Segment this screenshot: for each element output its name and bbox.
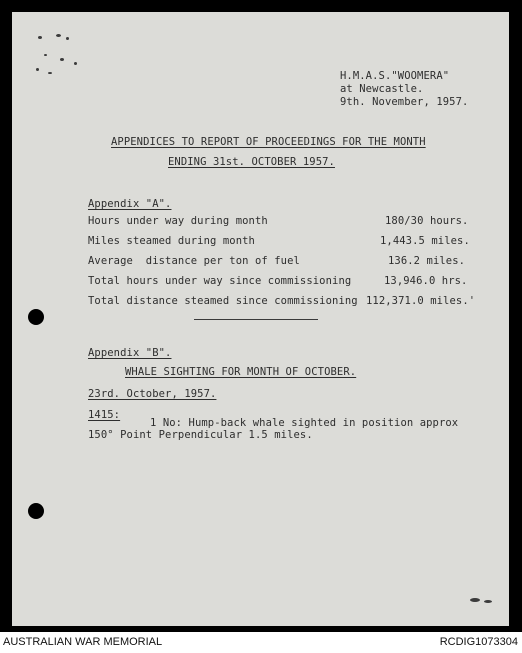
appendix-a-heading: Appendix "A".	[88, 198, 172, 210]
stat-value: 136.2 miles.	[388, 255, 466, 267]
stat-label: Total distance steamed since commissioning	[88, 295, 358, 307]
ink-smudge	[74, 62, 77, 65]
stat-label: Miles steamed during month	[88, 235, 255, 247]
document-date: 9th. November, 1957.	[340, 96, 469, 108]
appendix-b-heading: Appendix "B".	[88, 347, 172, 359]
ink-smudge	[66, 37, 69, 40]
ink-smudge	[470, 598, 480, 602]
punch-hole-bottom	[28, 503, 44, 519]
appendix-b-subheading: WHALE SIGHTING FOR MONTH OF OCTOBER.	[125, 366, 357, 378]
page-title-line2: ENDING 31st. OCTOBER 1957.	[168, 156, 335, 168]
stat-label: Hours under way during month	[88, 215, 268, 227]
stat-label: Total hours under way since commissioning	[88, 275, 352, 287]
ink-smudge	[44, 54, 47, 56]
stat-value: 112,371.0 miles.'	[366, 295, 476, 307]
ink-smudge	[38, 36, 42, 39]
sighting-entry-line2: 150° Point Perpendicular 1.5 miles.	[88, 429, 313, 441]
sighting-date: 23rd. October, 1957.	[88, 388, 217, 400]
footer-source: AUSTRALIAN WAR MEMORIAL	[3, 636, 163, 648]
ship-name: H.M.A.S."WOOMERA"	[340, 70, 450, 82]
ink-smudge	[484, 600, 492, 603]
ink-smudge	[36, 68, 39, 71]
sighting-entry-line1: 1 No: Hump-back whale sighted in position approx	[150, 417, 459, 429]
stat-value: 13,946.0 hrs.	[384, 275, 468, 287]
ink-smudge	[60, 58, 64, 61]
page-title-line1: APPENDICES TO REPORT OF PROCEEDINGS FOR THE MONTH	[111, 136, 426, 148]
ink-smudge	[56, 34, 61, 37]
stat-value: 180/30 hours.	[385, 215, 469, 227]
archive-footer	[0, 632, 522, 653]
stat-value: 1,443.5 miles.	[380, 235, 470, 247]
footer-record-id: RCDIG1073304	[439, 636, 518, 648]
ink-smudge	[48, 72, 52, 74]
section-divider	[194, 319, 318, 320]
sighting-time: 1415:	[88, 409, 121, 421]
ship-location: at Newcastle.	[340, 83, 424, 95]
stat-label: Average distance per ton of fuel	[88, 255, 300, 267]
punch-hole-top	[28, 309, 44, 325]
